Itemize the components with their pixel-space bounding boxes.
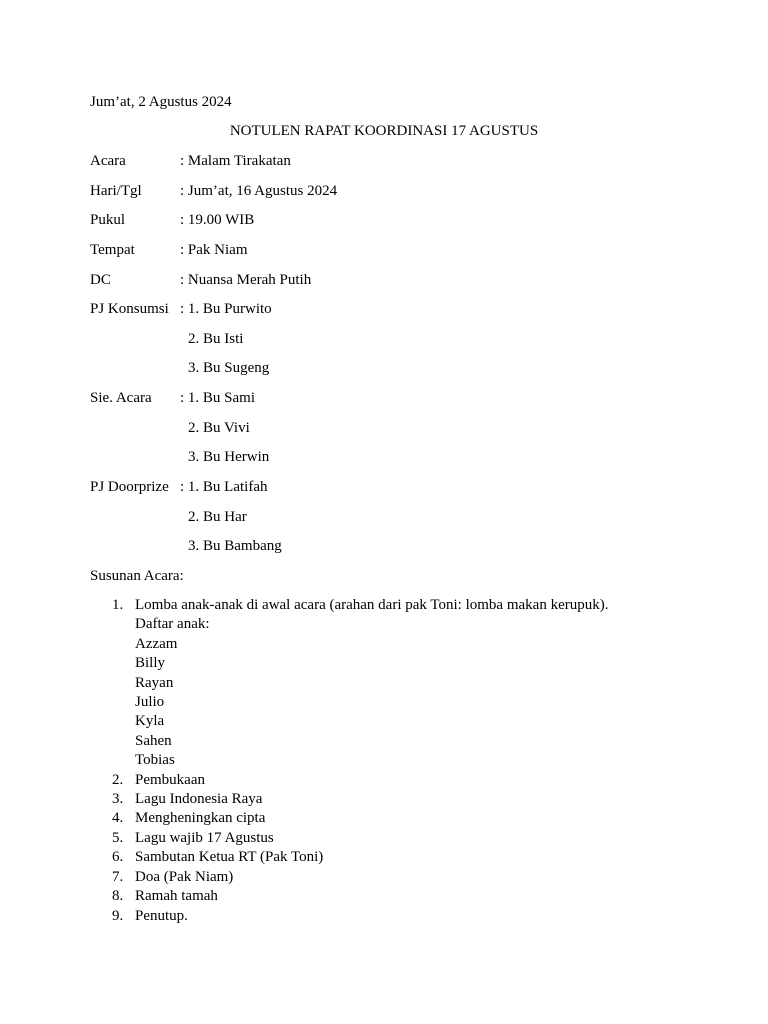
- agenda-item: [90, 790, 710, 809]
- field-value: : Nuansa Merah Putih: [180, 271, 312, 288]
- child-name: Billy: [135, 655, 166, 672]
- field-label: DC: [90, 271, 111, 288]
- agenda-number: 1.: [112, 597, 124, 613]
- child-name: Tobias: [135, 752, 175, 769]
- agenda-text: Doa (Pak Niam): [135, 868, 234, 885]
- agenda-text: Mengheningkan cipta: [135, 810, 266, 827]
- agenda-list: [90, 596, 710, 926]
- child-name: Rayan: [135, 674, 174, 691]
- field-value: 2. Bu Har: [188, 508, 247, 525]
- child-name: Julio: [135, 694, 165, 711]
- agenda-number: 3.: [112, 791, 124, 808]
- document-date: Jum’at, 2 Agustus 2024: [90, 94, 232, 110]
- field-value: 2. Bu Vivi: [188, 419, 250, 436]
- agenda-number: 6.: [112, 849, 124, 866]
- agenda-number: 4.: [112, 810, 124, 827]
- document-title: NOTULEN RAPAT KOORDINASI 17 AGUSTUS: [229, 123, 539, 139]
- agenda-item: [90, 829, 710, 848]
- field-value: 2. Bu Isti: [188, 330, 244, 347]
- agenda-number: 7.: [112, 868, 124, 885]
- agenda-item: [90, 596, 710, 771]
- field-label: Pukul: [90, 212, 126, 229]
- children-heading: Daftar anak:: [135, 616, 210, 633]
- agenda-number: 8.: [112, 888, 124, 905]
- agenda-text: Lagu Indonesia Raya: [135, 791, 263, 808]
- child-name: Azzam: [135, 635, 178, 652]
- agenda-text: Pembukaan: [135, 771, 205, 788]
- field-label: PJ Doorprize: [90, 479, 169, 496]
- field-label: Sie. Acara: [90, 390, 152, 407]
- agenda-text: Sambutan Ketua RT (Pak Toni): [135, 849, 324, 866]
- child-name: Sahen: [135, 732, 172, 749]
- agenda-item: [90, 809, 710, 828]
- agenda-text: Ramah tamah: [135, 888, 218, 905]
- child-name: Kyla: [135, 713, 165, 730]
- field-value: : 1. Bu Sami: [180, 390, 256, 407]
- agenda-item: [90, 848, 710, 867]
- agenda-item: [90, 771, 710, 790]
- agenda-number: 5.: [112, 829, 124, 846]
- field-value: 3. Bu Sugeng: [188, 360, 270, 377]
- agenda-text: Penutup.: [135, 907, 188, 924]
- field-value: : Jum’at, 16 Agustus 2024: [180, 182, 338, 199]
- agenda-item: [90, 907, 710, 926]
- field-value: : 1. Bu Latifah: [180, 479, 268, 496]
- agenda-number: 2.: [112, 771, 124, 788]
- agenda-number: 9.: [112, 907, 124, 924]
- field-value: : 19.00 WIB: [180, 212, 255, 229]
- field-value: : Pak Niam: [180, 241, 248, 258]
- field-label: Acara: [90, 153, 126, 169]
- agenda-item: [90, 868, 710, 887]
- field-value: 3. Bu Herwin: [188, 449, 270, 466]
- agenda-text: Lagu wajib 17 Agustus: [135, 829, 274, 846]
- field-label: PJ Konsumsi: [90, 301, 169, 318]
- agenda-text: Lomba anak-anak di awal acara (arahan dari pak Toni: lomba makan kerupuk).: [135, 597, 609, 613]
- field-label: Hari/Tgl: [90, 182, 142, 199]
- field-value: : Malam Tirakatan: [180, 153, 291, 169]
- agenda-heading: Susunan Acara:: [90, 568, 184, 584]
- field-value: 3. Bu Bambang: [188, 538, 282, 555]
- agenda-item: [90, 887, 710, 906]
- field-label: Tempat: [90, 241, 135, 258]
- field-value: : 1. Bu Purwito: [180, 301, 272, 318]
